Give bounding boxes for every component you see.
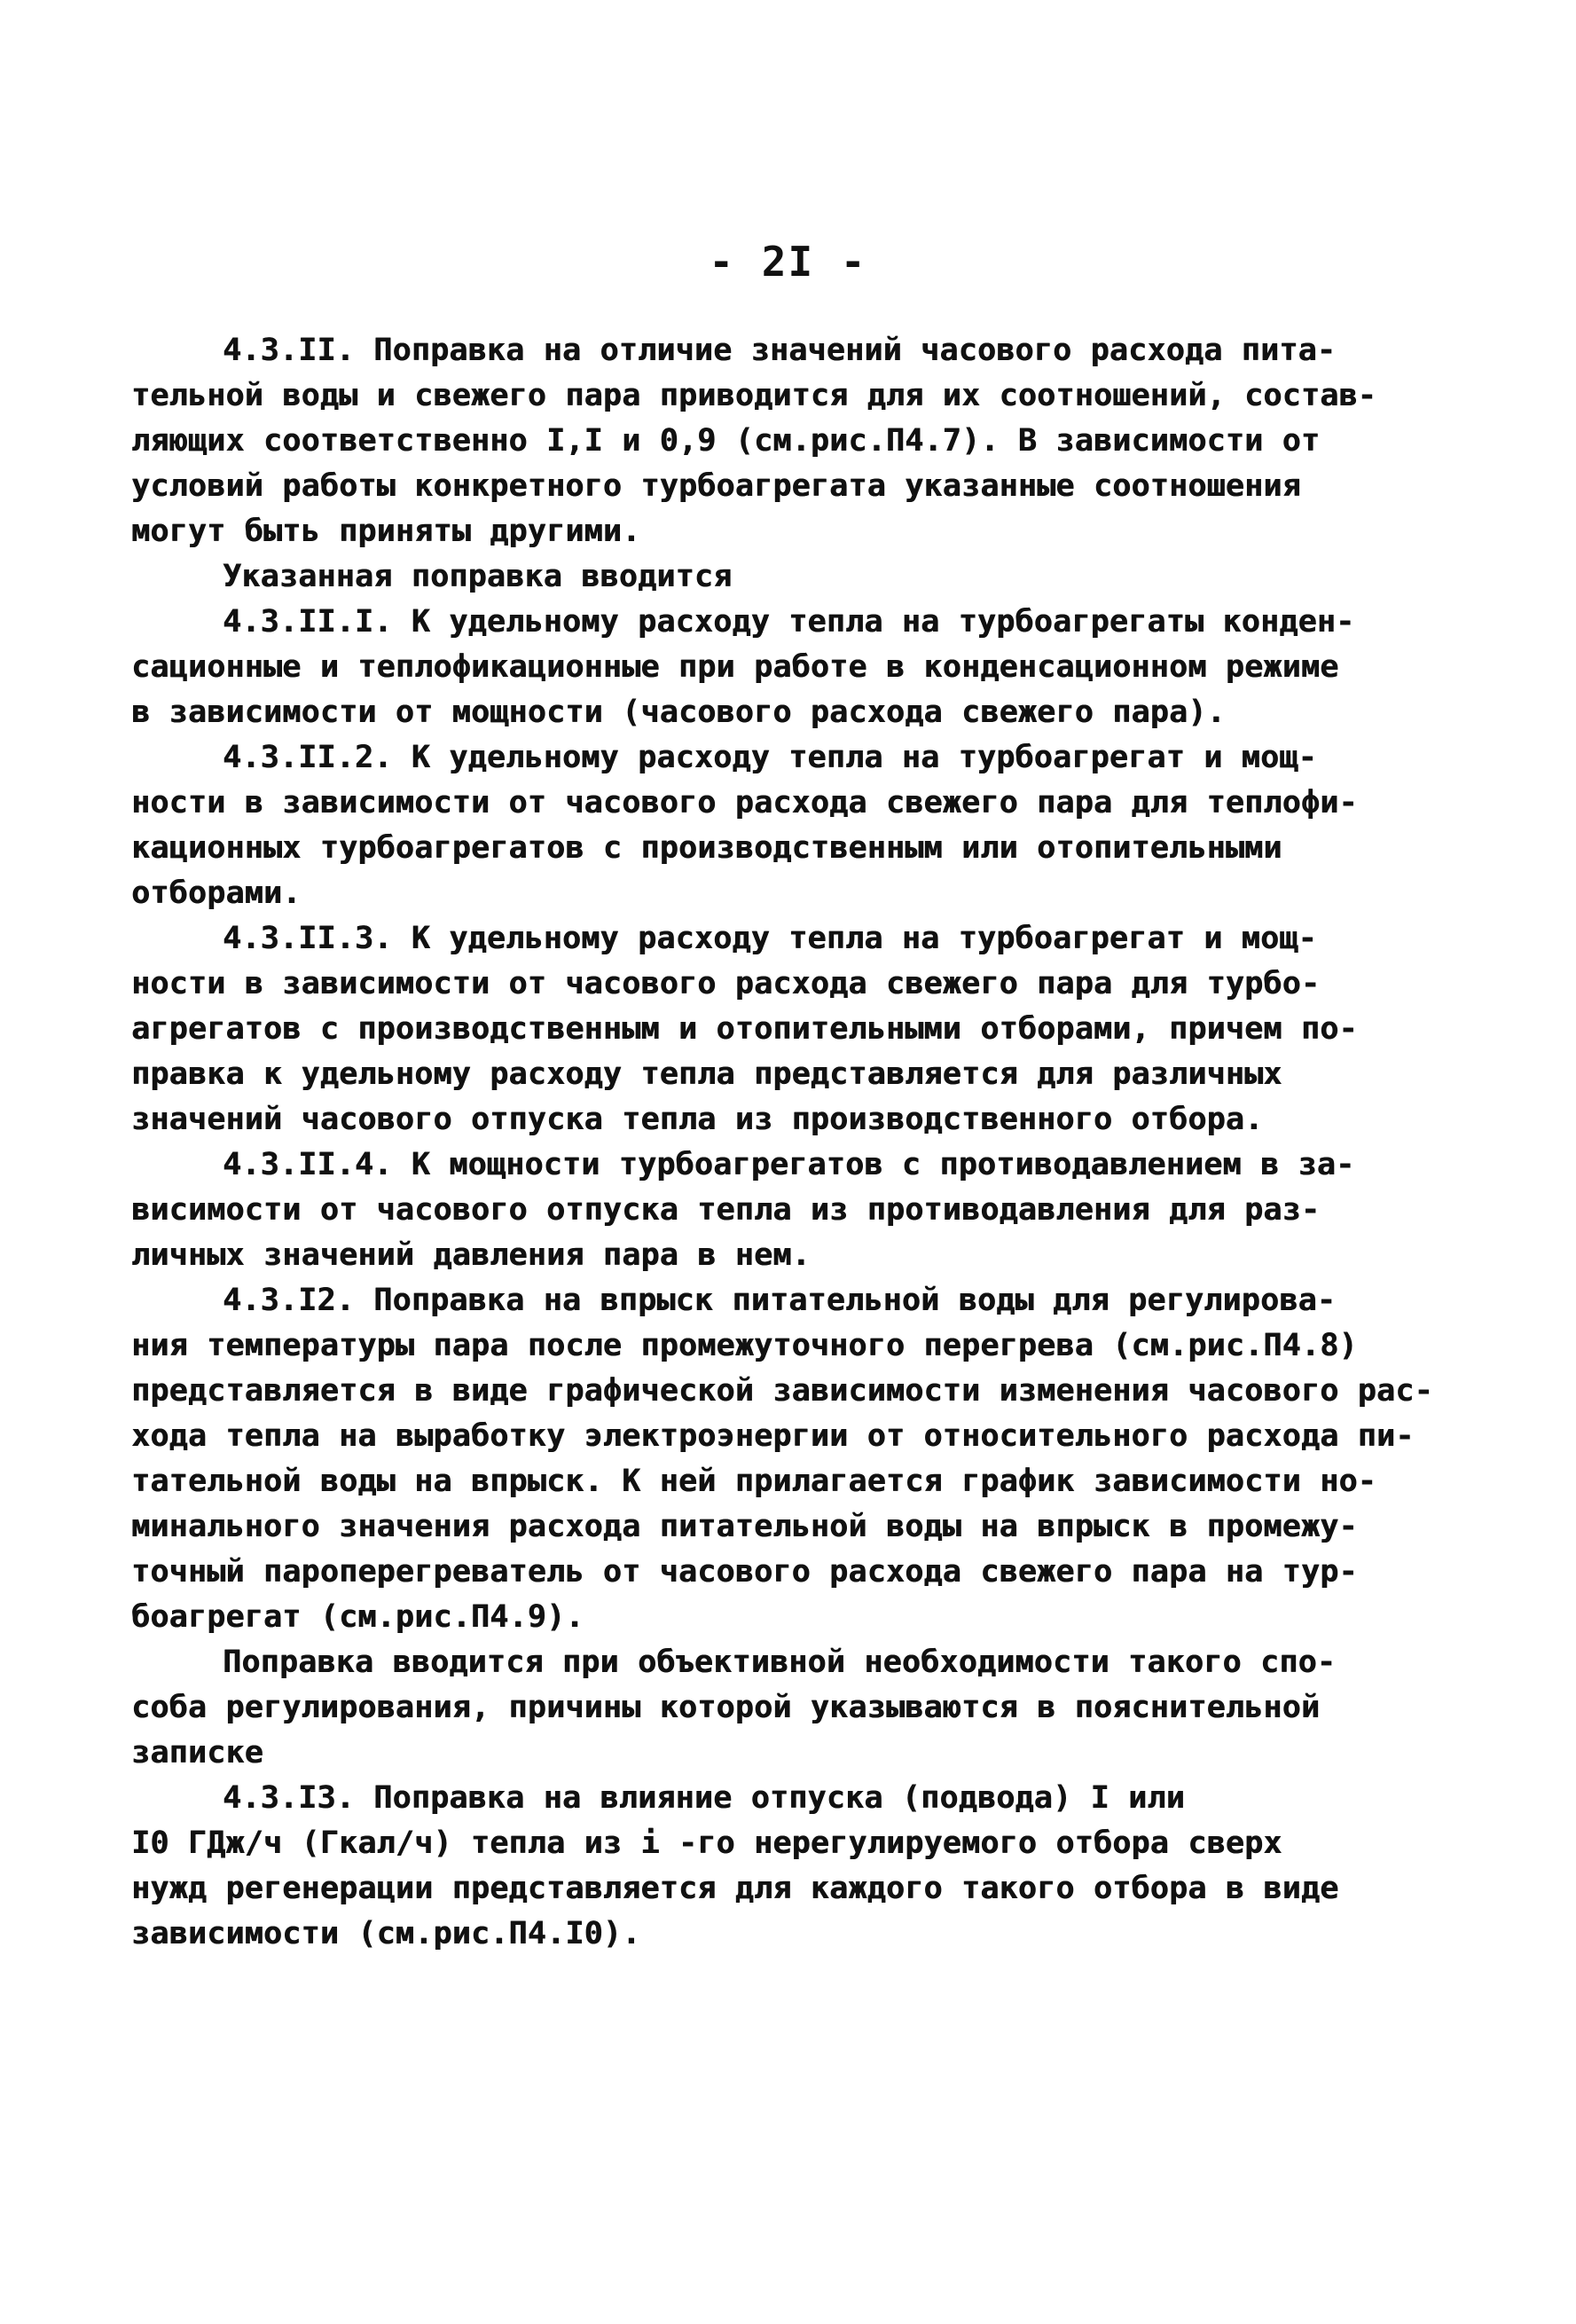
text-line: отборами. (131, 875, 302, 911)
text-line: агрегатов с производственным и отопительными отборами, причем по- (131, 1011, 1358, 1047)
text-line: представляется в виде графической зависимости изменения часового рас- (131, 1373, 1433, 1409)
text-line: сационные и теплофикационные при работе в конденсационном режиме (131, 649, 1339, 685)
text-line: ности в зависимости от часового расхода свежего пара для турбо- (131, 966, 1321, 1001)
text-line: ния температуры пара после промежуточного перегрева (см.рис.П4.8) (131, 1328, 1358, 1363)
text-line: 4.3.II.I. К удельному расходу тепла на турбоагрегаты конден- (223, 604, 1355, 640)
text-line: соба регулирования, причины которой указываются в пояснительной (131, 1690, 1321, 1725)
text-line: могут быть приняты другими. (131, 514, 641, 549)
text-line: 4.3.II.2. К удельному расходу тепла на турбоагрегат и мощ- (223, 740, 1317, 775)
text-line: правка к удельному расходу тепла представляется для различных (131, 1056, 1282, 1092)
text-line: Указанная поправка вводится (223, 559, 733, 594)
text-line: боагрегат (см.рис.П4.9). (131, 1599, 584, 1635)
text-line: 4.3.II.3. К удельному расходу тепла на турбоагрегат и мощ- (223, 921, 1317, 956)
text-line: точный пароперегреватель от часового расхода свежего пара на тур- (131, 1554, 1358, 1590)
text-line: тельной воды и свежего пара приводится для их соотношений, состав- (131, 378, 1376, 413)
text-line: нужд регенерации представляется для каждого такого отбора в виде (131, 1871, 1339, 1906)
page-number: - 2I - (709, 238, 867, 286)
text-line: значений часового отпуска тепла из производственного отбора. (131, 1102, 1264, 1137)
text-line: условий работы конкретного турбоагрегата указанные соотношения (131, 468, 1301, 504)
text-line: 4.3.I3. Поправка на влияние отпуска (подвода) I или (223, 1780, 1185, 1816)
document-body (131, 328, 1433, 1957)
text-line: 4.3.II. Поправка на отличие значений часового расхода пита- (223, 333, 1337, 368)
text-line: личных значений давления пара в нем. (131, 1237, 811, 1273)
text-line: в зависимости от мощности (часового расхода свежего пара). (131, 695, 1226, 730)
text-line: хода тепла на выработку электроэнергии от относительного расхода пи- (131, 1418, 1415, 1454)
text-line: минального значения расхода питательной воды на впрыск в промежу- (131, 1509, 1358, 1544)
text-line: зависимости (см.рис.П4.I0). (131, 1916, 641, 1951)
text-line: 4.3.I2. Поправка на впрыск питательной воды для регулирова- (223, 1283, 1337, 1318)
text-line: Поправка вводится при объективной необходимости такого спо- (223, 1645, 1337, 1680)
text-line: тательной воды на впрыск. К ней прилагается график зависимости но- (131, 1464, 1376, 1499)
text-line: записке (131, 1735, 263, 1770)
text-line: кационных турбоагрегатов с производственным или отопительными (131, 830, 1282, 866)
text-line: ности в зависимости от часового расхода свежего пара для теплофи- (131, 785, 1358, 820)
text-line: висимости от часового отпуска тепла из противодавления для раз- (131, 1192, 1321, 1228)
text-line: I0 ГДж/ч (Гкал/ч) тепла из i -го нерегулируемого отбора сверх (131, 1825, 1282, 1861)
text-line: 4.3.II.4. К мощности турбоагрегатов с противодавлением в за- (223, 1147, 1355, 1182)
text-line: ляющих соответственно I,I и 0,9 (см.рис.П4.7). В зависимости от (131, 423, 1321, 459)
